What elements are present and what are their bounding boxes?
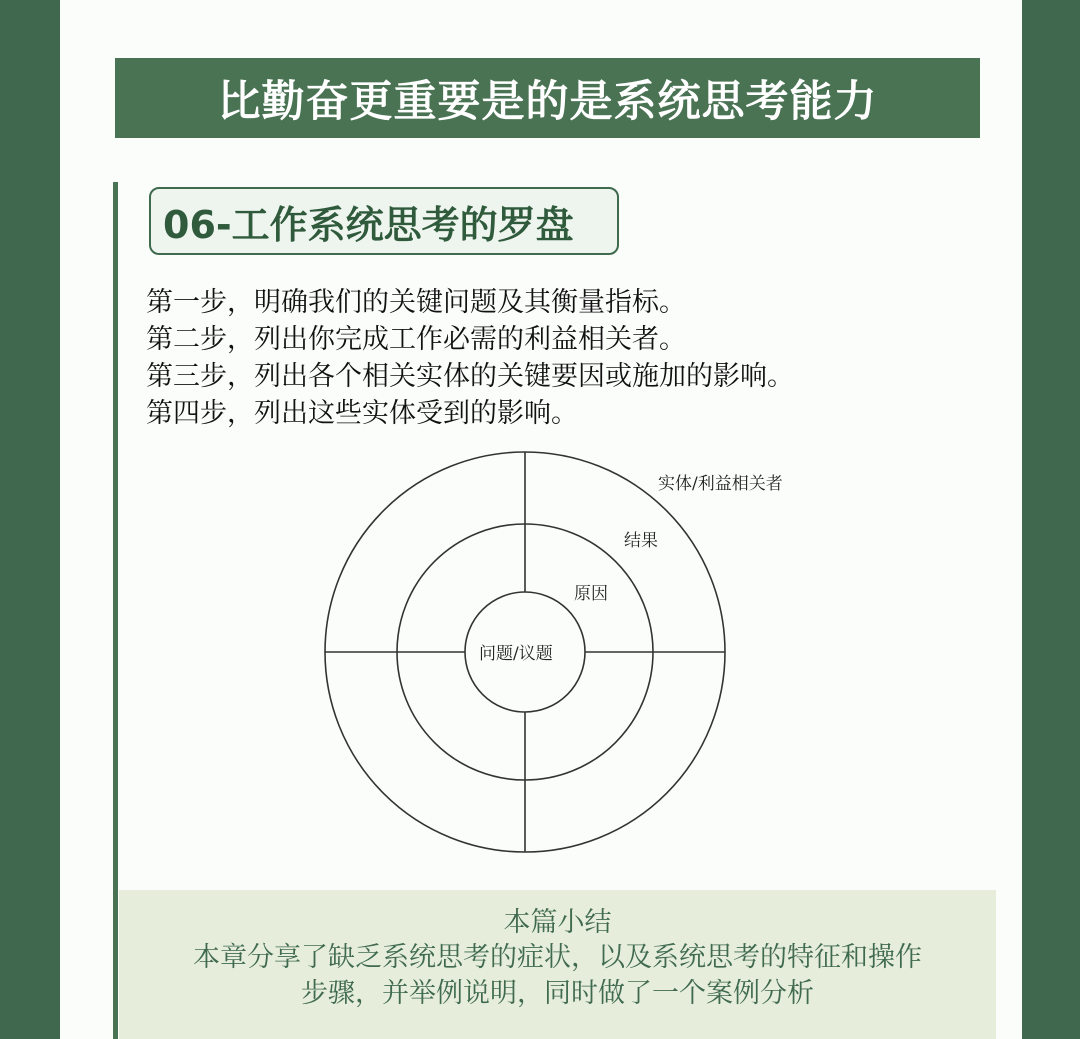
page-title: 比勤奋更重要是的是系统思考能力 xyxy=(115,58,980,138)
system-compass-diagram xyxy=(310,445,830,870)
steps-list xyxy=(146,284,986,432)
summary-line-2: 步骤，并举例说明，同时做了一个案例分析 xyxy=(301,978,814,1009)
summary-box xyxy=(119,890,996,1039)
step-4: 第四步，列出这些实体受到的影响。 xyxy=(146,398,578,429)
step-3: 第三步，列出各个相关实体的关键要因或施加的影响。 xyxy=(146,361,794,392)
outer-ring-label: 实体/利益相关者 xyxy=(658,474,783,494)
inner-ring-label: 原因 xyxy=(574,584,608,604)
middle-ring-label: 结果 xyxy=(624,531,658,551)
left-accent-rule xyxy=(113,182,118,1039)
summary-body xyxy=(119,940,996,1012)
step-2: 第二步，列出你完成工作必需的利益相关者。 xyxy=(146,324,686,355)
section-heading: 06-工作系统思考的罗盘 xyxy=(149,187,619,255)
center-label: 问题/议题 xyxy=(479,644,553,664)
summary-title: 本篇小结 xyxy=(503,907,612,938)
summary-line-1: 本章分享了缺乏系统思考的症状，以及系统思考的特征和操作 xyxy=(193,942,922,973)
step-1: 第一步，明确我们的关键问题及其衡量指标。 xyxy=(146,287,686,318)
